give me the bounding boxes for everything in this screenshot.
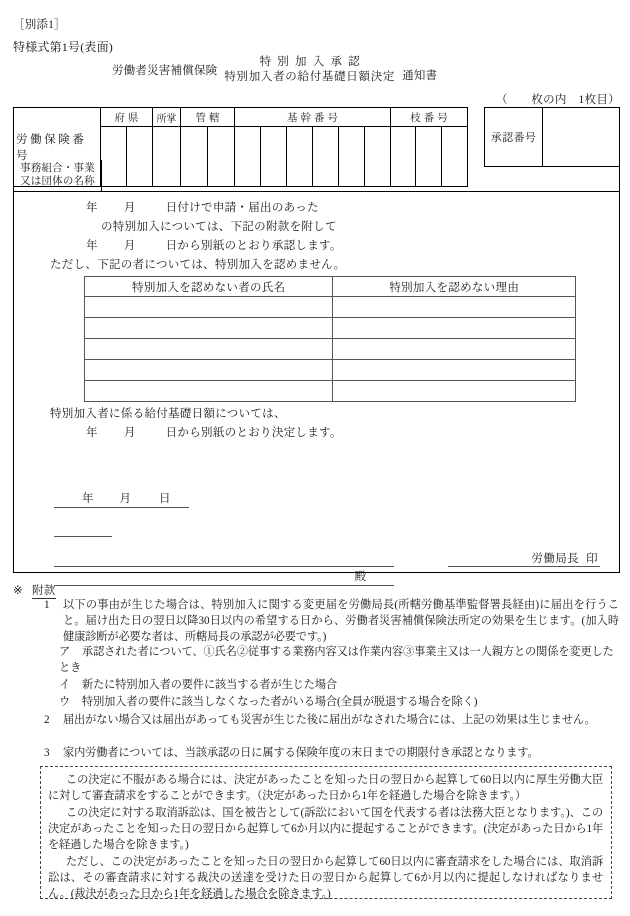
notes-heading-label: 附款 [31, 585, 56, 597]
signature-date-day: 日 [159, 493, 171, 505]
title-notice-suffix: 通知書 [402, 70, 438, 83]
note-item-3-text: 家内労働者については、当該承認の日に属する保険年度の末日までの期限付き承認となります。 [63, 747, 539, 759]
signature-date-line[interactable] [54, 490, 189, 508]
cell-name[interactable] [85, 360, 333, 381]
note-sub-item-i-label: イ [59, 679, 71, 691]
organization-name-value[interactable] [102, 160, 619, 191]
note-sub-item-i [59, 677, 619, 693]
approval-line-1-rest: 日付けで申請・届出のあった [165, 202, 319, 214]
table-row [85, 360, 576, 381]
benefit-basis-line-1: 特別加入者に係る給付基礎日額については、 [50, 408, 286, 420]
cell-reason[interactable] [333, 360, 576, 381]
note-sub-item-a [59, 644, 619, 676]
note-item-2 [44, 712, 619, 728]
note-item-1-number: 1 [44, 599, 50, 611]
cell-name[interactable] [85, 297, 333, 318]
benefit-basis-year: 年 [86, 427, 98, 439]
column-header-reason: 特別加入を認めない理由 [333, 277, 576, 297]
insurance-number-label: 労働保険番号 [14, 108, 101, 186]
issuing-authority-line [448, 550, 600, 567]
appeal-paragraph-2: この決定に対する取消訴訟は、国を被告として(訴訟において国を代表する者は法務大臣となります。)、この決定があったことを知った日の翌日から起算して6か月以内に提起することができます。(決定があった日から1年を経過した場合を除きます。) [48, 806, 603, 852]
table-row [85, 381, 576, 402]
cell-reason[interactable] [333, 318, 576, 339]
cell-name[interactable] [85, 381, 333, 402]
signature-date-month: 月 [119, 493, 131, 505]
approval-line-3-year: 年 [86, 240, 98, 252]
approval-line-1-month: 月 [123, 202, 136, 214]
organization-label-line-2: 又は団体の名称 [20, 175, 95, 187]
note-item-1 [44, 597, 619, 646]
note-item-3 [44, 745, 619, 761]
cell-reason[interactable] [333, 339, 576, 360]
appeal-paragraph-3: ただし、この決定があったことを知った日の翌日から起算して60日以内に審査請求をした場合には、取消訴訟は、その審査請求に対する裁決の送達を受けた日の翌日から起算して6か月以内に提起しなければなりません。(裁決があった日から1年を経過した場合を除きます。) [48, 855, 603, 901]
recipient-honorific-line: 殿 [54, 568, 394, 586]
signature-short-blank-line[interactable] [54, 520, 112, 537]
note-sub-item-u-text: 特別加入者の要件に該当しなくなった者がいる場合(全員が脱退する場合を除く) [82, 696, 478, 708]
group-header-base-number: 基幹番号 [235, 108, 391, 126]
cell-reason[interactable] [333, 297, 576, 318]
approval-line-3-month: 月 [123, 240, 136, 252]
notes-heading [13, 582, 56, 598]
note-mark: ※ [13, 585, 23, 597]
recipient-name-line[interactable] [54, 550, 394, 567]
table-header-row [85, 277, 576, 297]
approval-line-1 [86, 199, 319, 215]
sheet-count: （ 枚の内 1枚目） [495, 94, 620, 106]
appeal-paragraph-1: この決定に不服がある場合には、決定があったことを知った日の翌日から起算して60日以内に厚生労働大臣に対して審査請求をすることができます。（決定があった日から1年を経過した場合を除きます。） [48, 774, 603, 803]
title-subject-upper: 特別加入承認 [259, 56, 366, 68]
table-row [85, 297, 576, 318]
document-title [112, 55, 437, 84]
exclusion-table [84, 276, 576, 402]
cell-reason[interactable] [333, 381, 576, 402]
benefit-basis-line-2 [86, 424, 342, 440]
exclusion-intro-line: ただし、下記の者については、特別加入を認めません。 [50, 259, 346, 271]
cell-name[interactable] [85, 318, 333, 339]
group-header-prefecture: 府県 [101, 108, 153, 126]
note-sub-item-a-text: 承認された者について、①氏名②従事する業務内容又は作業内容③事業主又は一人親方との関係を変更したとき [59, 646, 614, 675]
approval-number-value[interactable] [543, 108, 619, 166]
signature-date-year: 年 [82, 493, 94, 505]
issuing-authority-title: 労働局長 [531, 553, 580, 565]
approval-line-2: の特別加入については、下記の附款を附して [101, 221, 337, 233]
title-insurance-name: 労働者災害補償保険 [112, 64, 218, 77]
title-subject-lower: 特別加入者の給付基礎日額決定 [224, 70, 396, 83]
title-subject-stack [224, 55, 395, 84]
note-item-2-text: 届出がない場合又は届出があっても災害が生じた後に届出がなされた場合には、上記の効果は生じません。 [63, 714, 596, 726]
group-header-jurisdiction: 管轄 [181, 108, 235, 126]
approval-line-1-year: 年 [86, 202, 98, 214]
form-number: 特様式第1号(表面) [13, 40, 113, 54]
insurance-number-header-row [101, 108, 467, 127]
note-sub-item-a-label: ア [59, 646, 71, 658]
note-item-2-number: 2 [44, 714, 50, 726]
approval-number-box [484, 107, 620, 167]
note-item-1-text: 以下の事由が生じた場合は、特別加入に関する変更届を労働局長(所轄労働基準監督署長経由)に届出を行うこと。届け出た日の翌日以降30日以内の希望する日から、労働者災害補償保険法所定の効果を生じます。(加入時健康診断が必要な者は、所轄局長の承認が必要です。) [63, 599, 619, 644]
organization-label-line-1: 事務組合・事業 [20, 162, 95, 174]
group-header-jurisdiction-type: 所掌 [153, 108, 181, 126]
approval-line-3-rest: 日から別紙のとおり承認します。 [165, 240, 342, 252]
approval-line-3 [86, 237, 342, 253]
body-frame [13, 192, 620, 583]
benefit-basis-rest: 日から別紙のとおり決定します。 [165, 427, 342, 439]
note-sub-item-i-text: 新たに特別加入者の要件に該当する者が生じた場合 [82, 679, 338, 691]
note-sub-item-u [59, 694, 619, 710]
cell-name[interactable] [85, 339, 333, 360]
table-row [85, 339, 576, 360]
note-sub-item-u-label: ウ [59, 696, 71, 708]
seal-mark: 印 [586, 553, 598, 565]
organization-name-label [14, 160, 102, 191]
note-item-3-number: 3 [44, 747, 50, 759]
approval-number-label: 承認番号 [485, 108, 543, 166]
attachment-tag: ［別添1］ [13, 19, 66, 31]
column-header-name: 特別加入を認めない者の氏名 [85, 277, 333, 297]
appeal-rights-box [40, 766, 612, 899]
group-header-branch-number: 枝番号 [410, 112, 451, 124]
benefit-basis-month: 月 [123, 427, 136, 439]
organization-name-row [13, 160, 620, 192]
table-row [85, 318, 576, 339]
